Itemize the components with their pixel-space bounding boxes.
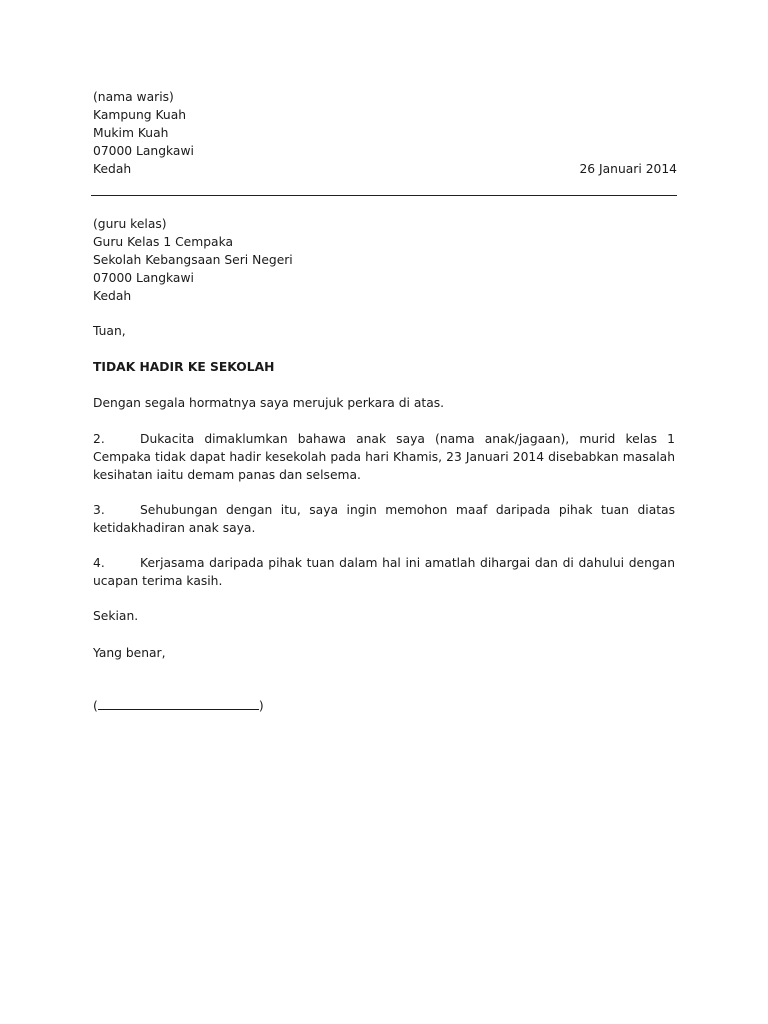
opening-line: Dengan segala hormatnya saya merujuk perkara di atas. [93, 396, 445, 410]
signoff: Yang benar, [93, 646, 166, 660]
paragraph-number: 4. [93, 556, 105, 570]
recipient-address-line: Kedah [93, 289, 132, 303]
paragraph-number: 3. [93, 503, 105, 517]
paragraph-text: Dukacita dimaklumkan bahawa anak saya (nama anak/jagaan), murid kelas 1 Cempaka tidak dapat hadir kesekolah pada hari Khamis, 23 Januari 2014 disebabkan masalah kesihatan iaitu demam panas dan selsema. [93, 432, 675, 482]
sender-address-line: Mukim Kuah [93, 126, 169, 140]
letter-subject: TIDAK HADIR KE SEKOLAH [93, 360, 275, 374]
sender-address-line: 07000 Langkawi [93, 144, 194, 158]
paragraph-text: Sehubungan dengan itu, saya ingin memohon maaf daripada pihak tuan diatas ketidakhadiran anak saya. [93, 503, 675, 535]
paragraph-number: 2. [93, 432, 105, 446]
sender-address-line: Kampung Kuah [93, 108, 187, 122]
salutation: Tuan, [93, 324, 126, 338]
sender-address-line: Kedah [93, 162, 132, 176]
recipient-name: (guru kelas) [93, 217, 167, 231]
paragraph-4 [93, 554, 675, 590]
signature-close-paren: ) [258, 699, 264, 713]
paragraph-3 [93, 501, 675, 537]
paragraph-2 [93, 430, 675, 484]
signature-open-paren: ( [93, 699, 98, 713]
header-divider [91, 195, 677, 196]
sender-address [93, 88, 677, 178]
paragraph-text: Kerjasama daripada pihak tuan dalam hal ini amatlah dihargai dan di dahului dengan ucapan terima kasih. [93, 556, 675, 588]
closing-line: Sekian. [93, 609, 139, 623]
letter-date: 26 Januari 2014 [579, 162, 677, 176]
recipient-address-line: Guru Kelas 1 Cempaka [93, 235, 234, 249]
recipient-address-line: Sekolah Kebangsaan Seri Negeri [93, 253, 293, 267]
signature-blank [98, 697, 259, 710]
recipient-address-line: 07000 Langkawi [93, 271, 194, 285]
sender-name: (nama waris) [93, 90, 174, 104]
signature-line [93, 697, 675, 715]
recipient-address [93, 215, 293, 305]
